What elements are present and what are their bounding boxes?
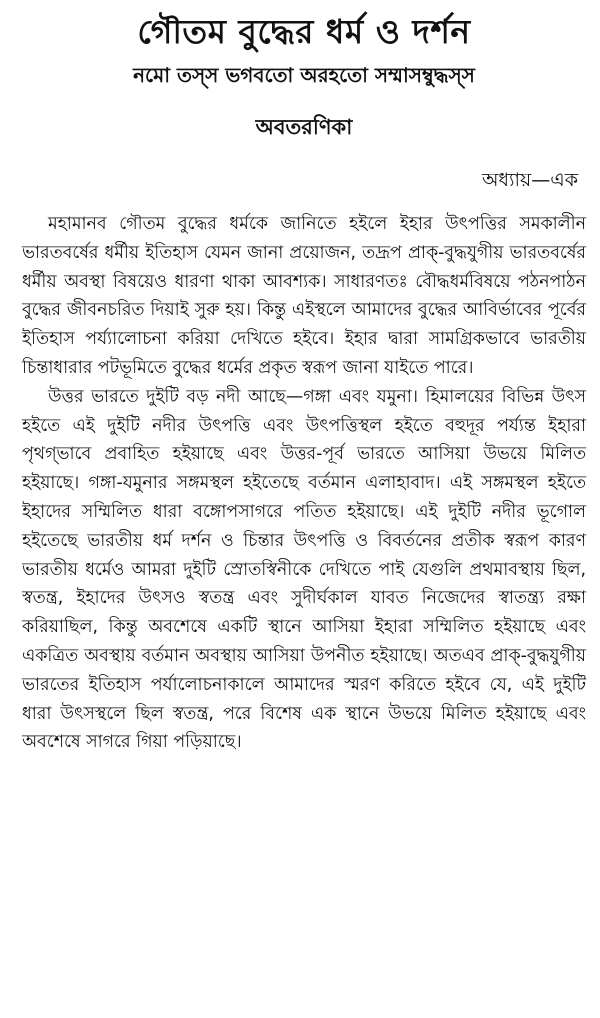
page-title: গৌতম বুদ্ধের ধর্ম ও দর্শন <box>137 12 471 51</box>
body-text <box>22 210 586 757</box>
section-heading: অবতরণিকা <box>255 115 353 139</box>
chapter-label: অধ্যায়—এক <box>481 169 578 191</box>
paragraph: উত্তর ভারতে দুইটি বড় নদী আছে—গঙ্গা এবং যমুনা। হিমালয়ের বিভিন্ন উৎস হইতে এই দুইটি নদীর উৎপত্তি এবং উৎপত্তিস্থল হইতে বহুদূর পর্য্যন্ত ইহারা পৃথগ্‌ভাবে প্রবাহিত হইয়াছে এবং উত্তর-পূর্ব ভারতে আসিয়া উভয়ে মিলিত হইয়াছে। গঙ্গা-যমুনার সঙ্গমস্থল হইতেছে বর্তমান এলাহাবাদ। এই সঙ্গমস্থল হইতে ইহাদের সম্মিলিত ধারা বঙ্গোপসাগরে পতিত হইয়াছে। এই দুইটি নদীর ভূগোল হইতেছে ভারতীয় ধর্ম দর্শন ও চিন্তার উৎপত্তি ও বিবর্তনের প্রতীক স্বরূপ কারণ ভারতীয় ধর্মেও আমরা দুইটি স্রোতস্বিনীকে দেখিতে পাই যেগুলি প্রথমাবস্থায় ছিল, স্বতন্ত্র, ইহাদের উৎসও স্বতন্ত্র এবং সুদীর্ঘকাল যাবত নিজেদের স্বাতন্ত্র্য রক্ষা করিয়াছিল, কিন্তু অবশেষে একটি স্থানে আসিয়া ইহারা সম্মিলিত হইয়াছে এবং একত্রিত অবস্থায় বর্তমান অবস্থায় আসিয়া উপনীত হইয়াছে। অতএব প্রাক্‌-বুদ্ধযুগীয় ভারতের ইতিহাস পর্যালোচনাকালে আমাদের স্মরণ করিতে হইবে যে, এই দুইটি ধারা উৎসস্থলে ছিল স্বতন্ত্র, পরে বিশেষ এক স্থানে উভয়ে মিলিত হইয়াছে এবং অবশেষে সাগরে গিয়া পড়িয়াছে। <box>22 386 586 753</box>
paragraph: মহামানব গৌতম বুদ্ধের ধর্মকে জানিতে হইলে ইহার উৎপত্তির সমকালীন ভারতবর্ষের ধর্মীয় ইতিহাস যেমন জানা প্রয়োজন, তদ্রূপ প্রাক্‌-বুদ্ধযুগীয় ভারতবর্ষের ধর্মীয় অবস্থা বিষয়েও ধারণা থাকা আবশ্যক। সাধারণতঃ বৌদ্ধধর্মবিষয়ে পঠনপাঠন বুদ্ধের জীবনচরিত দিয়াই সুরু হয়। কিন্তু এইস্থলে আমাদের বুদ্ধের আবির্ভাবের পূর্বের ইতিহাস পর্য্যালোচনা করিয়া দেখিতে হইবে। ইহার দ্বারা সামগ্রিকভাবে ভারতীয় চিন্তাধারার পটভূমিতে বুদ্ধের ধর্মের প্রকৃত স্বরূপ জানা যাইতে পারে। <box>22 214 586 378</box>
invocation-line: নমো তস্‌স ভগবতো অরহতো সম্মাসম্বুদ্ধস্‌স <box>133 63 475 87</box>
